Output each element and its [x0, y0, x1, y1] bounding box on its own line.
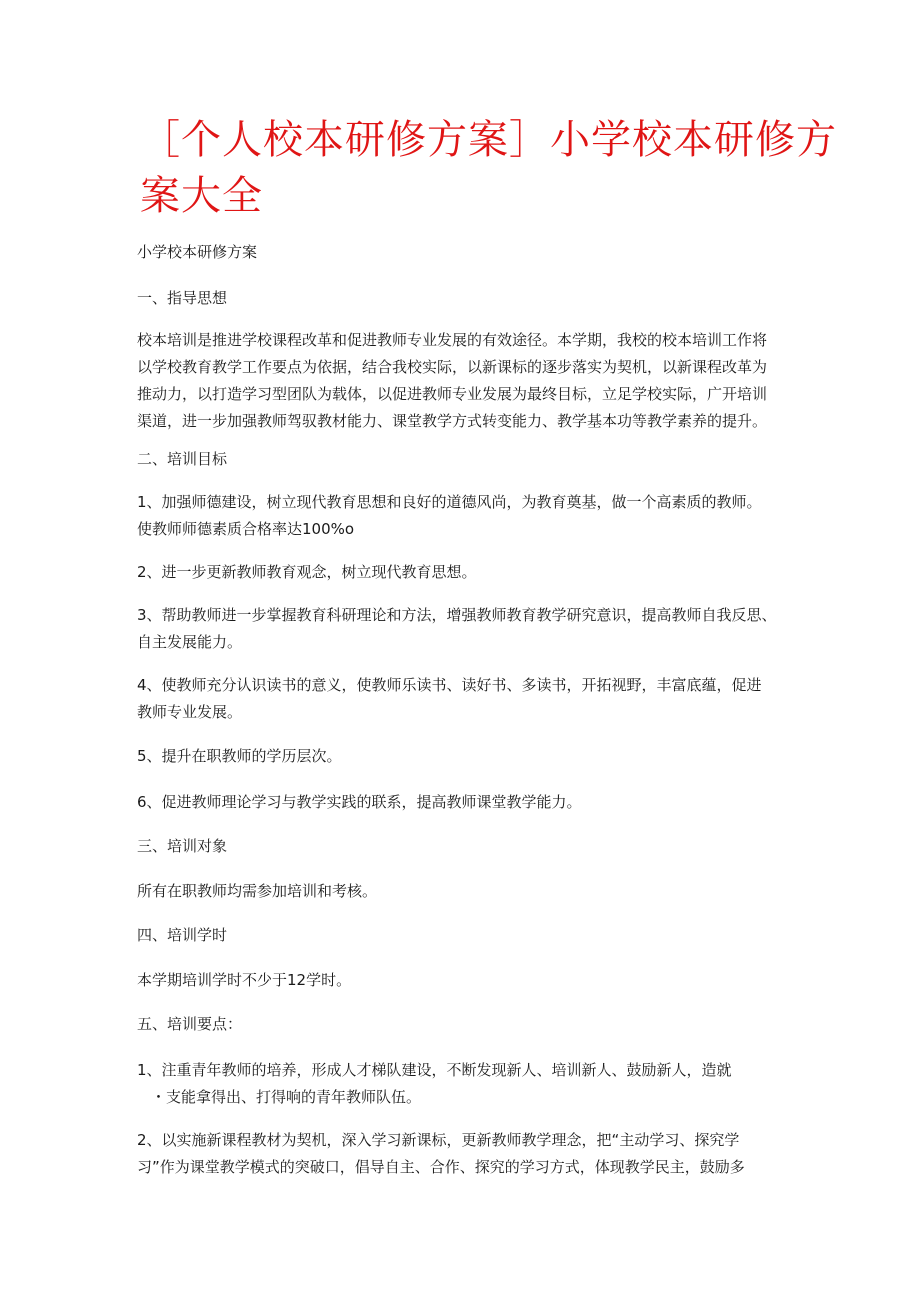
paragraph-line: 校本培训是推进学校课程改革和促进教师专业发展的有效途径。本学期，我校的校本培训工作将: [137, 331, 768, 349]
list-item: [137, 1127, 797, 1181]
list-item-line: 教师专业发展。: [137, 703, 243, 721]
list-item: [137, 602, 797, 656]
list-item: [137, 1057, 797, 1111]
section-heading: 三、培训对象: [137, 837, 228, 855]
list-item-line: 2、以实施新课程教材为契机，深入学习新课标，更新教师教学理念，把“主动学习、探究学: [137, 1131, 740, 1149]
document-title: [140, 112, 837, 224]
list-item-line: 1、注重青年教师的培养，形成人才梯队建设，不断发现新人、培训新人、鼓励新人，造就: [137, 1061, 732, 1079]
section-paragraph: 所有在职教师均需参加培训和考核。: [137, 882, 378, 900]
list-item-line: 自主发展能力。: [137, 633, 243, 651]
list-item-line: 4、使教师充分认识读书的意义，使教师乐读书、读好书、多读书，开拓视野，丰富底蕴，促进: [137, 676, 762, 694]
paragraph-line: 推动力，以打造学习型团队为载体，以促进教师专业发展为最终目标，立足学校实际，广开培训: [137, 385, 768, 403]
list-item: [137, 559, 797, 586]
list-item-line: 使教师师德素质合格率达100%o: [137, 520, 355, 538]
list-item: [137, 672, 797, 726]
list-item: [137, 489, 797, 543]
list-item-line: 6、促进教师理论学习与教学实践的联系，提高教师课堂教学能力。: [137, 793, 582, 811]
list-item-line: 习”作为课堂教学模式的突破口，倡导自主、合作、探究的学习方式，体现教学民主，鼓励多: [137, 1158, 745, 1176]
list-item: [137, 743, 797, 770]
list-item-line: 5、提升在职教师的学历层次。: [137, 747, 342, 765]
paragraph-line: 以学校教育教学工作要点为依据，结合我校实际，以新课标的逐步落实为契机，以新课程改革为: [137, 358, 768, 376]
section-heading: 二、培训目标: [137, 450, 228, 468]
list-item-line: 3、帮助教师进一步掌握教育科研理论和方法，增强教师教育教学研究意识，提高教师自我反思、: [137, 606, 777, 624]
section-paragraph: 本学期培训学时不少于12学时。: [137, 971, 352, 989]
list-item: [137, 789, 797, 816]
title-line: 案大全: [140, 173, 263, 219]
paragraph-line: 渠道，进一步加强教师驾驭教材能力、课堂教学方式转变能力、教学基本功等教学素养的提升。: [137, 412, 768, 430]
list-item-line: 2、进一步更新教师教育观念，树立现代教育思想。: [137, 563, 477, 581]
list-item-line: ・支能拿得出、打得响的青年教师队伍。: [151, 1088, 422, 1106]
section-paragraph: [137, 327, 797, 435]
document-subtitle: 小学校本研修方案: [137, 243, 258, 261]
list-item-line: 1、加强师德建设，树立现代教育思想和良好的道德风尚，为教育奠基，做一个高素质的教师。: [137, 493, 762, 511]
section-heading: 一、指导思想: [137, 289, 228, 307]
title-line: ［个人校本研修方案］小学校本研修方: [140, 117, 837, 163]
section-heading: 四、培训学时: [137, 926, 228, 944]
section-heading: 五、培训要点：: [137, 1015, 243, 1033]
